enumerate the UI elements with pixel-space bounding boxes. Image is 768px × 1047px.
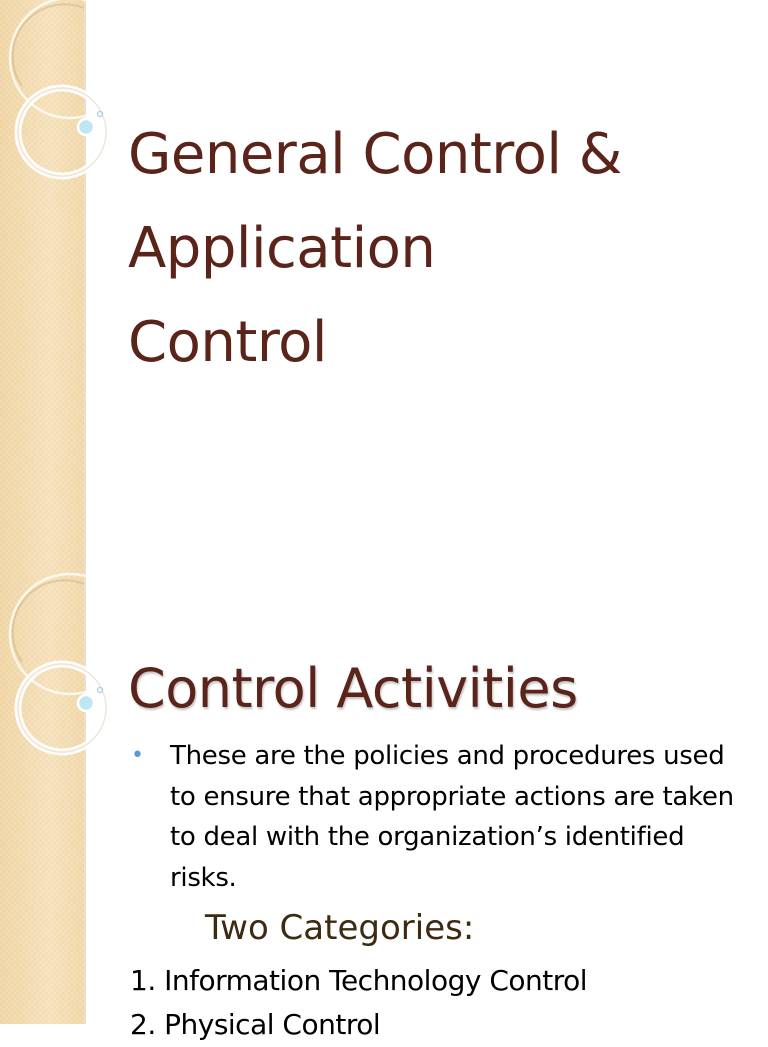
title-line-3: Control (128, 310, 327, 375)
strip-edge (84, 576, 86, 1024)
decorative-side-strip (0, 0, 84, 576)
bullet-item (128, 736, 738, 898)
title-line-1: General Control & (128, 122, 622, 187)
categories-heading: Two Categories: (205, 908, 475, 948)
bullet-text: These are the policies and procedures used to ensure that appropriate actions are taken to deal with the organization’s identified risks. (170, 741, 734, 893)
slide-heading: Control Activities (128, 657, 578, 720)
bullet-list (128, 736, 738, 898)
bullet-dot-icon: • (131, 743, 144, 768)
category-list (130, 959, 587, 1047)
decorative-side-strip (0, 576, 84, 1024)
title-line-2: Application (128, 216, 436, 281)
slide-title (128, 108, 748, 390)
strip-edge (84, 0, 86, 576)
category-item: 1. Information Technology Control (130, 964, 588, 997)
slide-2 (0, 576, 768, 1041)
category-item: 2. Physical Control (130, 1008, 381, 1041)
